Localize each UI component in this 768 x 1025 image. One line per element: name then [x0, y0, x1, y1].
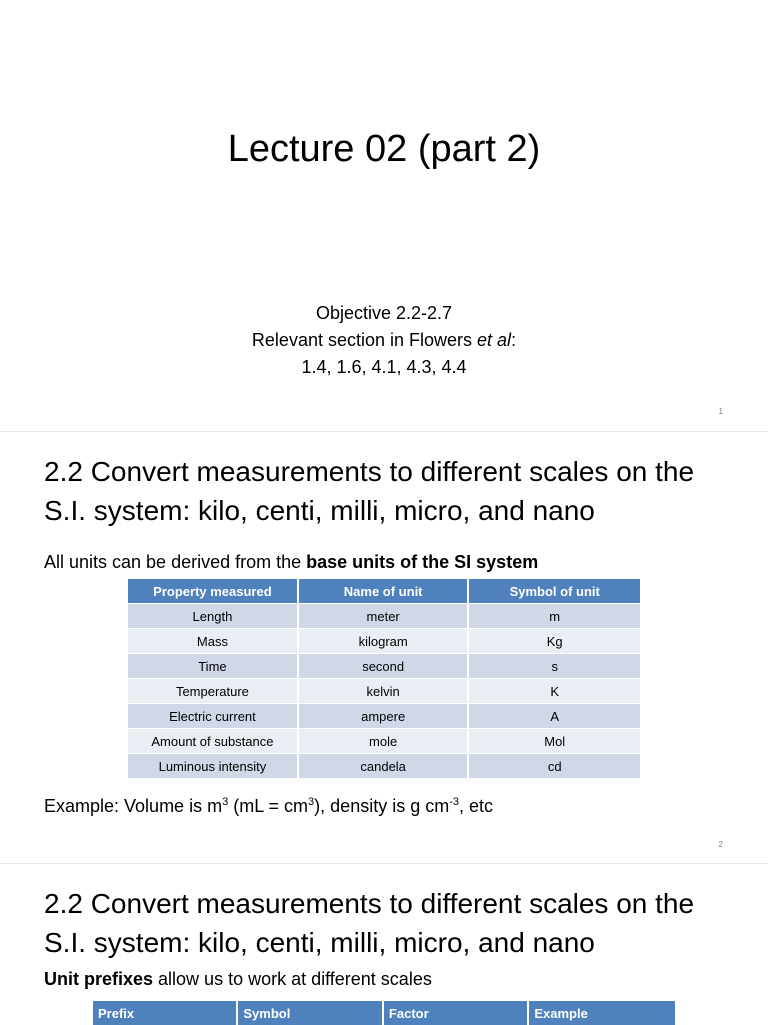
table-header-cell: Name of unit	[298, 579, 469, 604]
relevant-suffix: :	[511, 330, 517, 350]
table-cell: Kg	[468, 629, 640, 654]
objective-line: Objective 2.2-2.7	[315, 303, 453, 323]
table-cell: Electric current	[128, 704, 298, 729]
table-header-row	[93, 1001, 675, 1025]
table-cell: Length	[128, 604, 298, 629]
superscript: 3	[308, 796, 315, 808]
table-cell: Mol	[468, 729, 640, 754]
table-header-cell: Example	[528, 1001, 675, 1025]
table-cell: Luminous intensity	[128, 754, 298, 779]
table-cell: kelvin	[298, 679, 469, 704]
slide-heading: 2.2 Convert measurements to different scales on the S.I. system: kilo, centi, milli, micro, and nano	[44, 888, 695, 958]
example-text: Example: Volume is m	[44, 796, 223, 816]
table-cell: Temperature	[128, 679, 298, 704]
slide-subtitle	[0, 300, 768, 381]
table-header-cell: Prefix	[93, 1001, 237, 1025]
table-row	[128, 629, 640, 654]
relevant-section-line	[0, 327, 768, 354]
sections-line: 1.4, 1.6, 4.1, 4.3, 4.4	[301, 357, 467, 377]
table-row	[128, 604, 640, 629]
prefix-table	[93, 1001, 675, 1025]
page-number: 1	[718, 407, 723, 416]
intro-text: All units can be derived from the	[44, 552, 307, 572]
slide-title: Lecture 02 (part 2)	[227, 128, 541, 170]
table-cell: mole	[298, 729, 469, 754]
table-row	[128, 704, 640, 729]
relevant-text: Relevant section in Flowers	[251, 330, 478, 350]
table-cell: ampere	[298, 704, 469, 729]
superscript: -3	[449, 796, 459, 808]
table-row	[128, 654, 640, 679]
table-cell: K	[468, 679, 640, 704]
table-cell: Time	[128, 654, 298, 679]
table-row	[128, 679, 640, 704]
example-text: (mL = cm	[228, 796, 309, 816]
table-header-row	[128, 579, 640, 604]
si-units-table	[128, 579, 640, 778]
example-text: , etc	[459, 796, 494, 816]
table-cell: s	[468, 654, 640, 679]
slide-2	[0, 432, 768, 864]
intro-bold-text: Unit prefixes	[44, 969, 154, 989]
intro-line	[44, 550, 538, 574]
table-cell: second	[298, 654, 469, 679]
page-number: 2	[718, 840, 723, 849]
intro-text: allow us to work at different scales	[153, 969, 432, 989]
table-cell: candela	[298, 754, 469, 779]
table-row	[128, 754, 640, 779]
table-cell: m	[468, 604, 640, 629]
table-header-cell: Property measured	[128, 579, 298, 604]
superscript: 3	[222, 796, 229, 808]
table-cell: A	[468, 704, 640, 729]
intro-bold-text: base units of the SI system	[306, 552, 539, 572]
table-cell: Mass	[128, 629, 298, 654]
relevant-italic: et al	[477, 330, 512, 350]
table-row	[128, 729, 640, 754]
table-header-cell: Symbol	[237, 1001, 383, 1025]
slide-3	[0, 864, 768, 1024]
example-text: ), density is g cm	[314, 796, 450, 816]
table-header-cell: Symbol of unit	[468, 579, 640, 604]
table-cell: meter	[298, 604, 469, 629]
table-cell: Amount of substance	[128, 729, 298, 754]
slide-heading: 2.2 Convert measurements to different scales on the S.I. system: kilo, centi, milli, micro, and nano	[44, 456, 695, 526]
table-cell: kilogram	[298, 629, 469, 654]
table-cell: cd	[468, 754, 640, 779]
intro-line	[44, 967, 432, 991]
slide-1	[0, 0, 768, 430]
example-line	[44, 794, 493, 818]
table-header-cell: Factor	[383, 1001, 528, 1025]
